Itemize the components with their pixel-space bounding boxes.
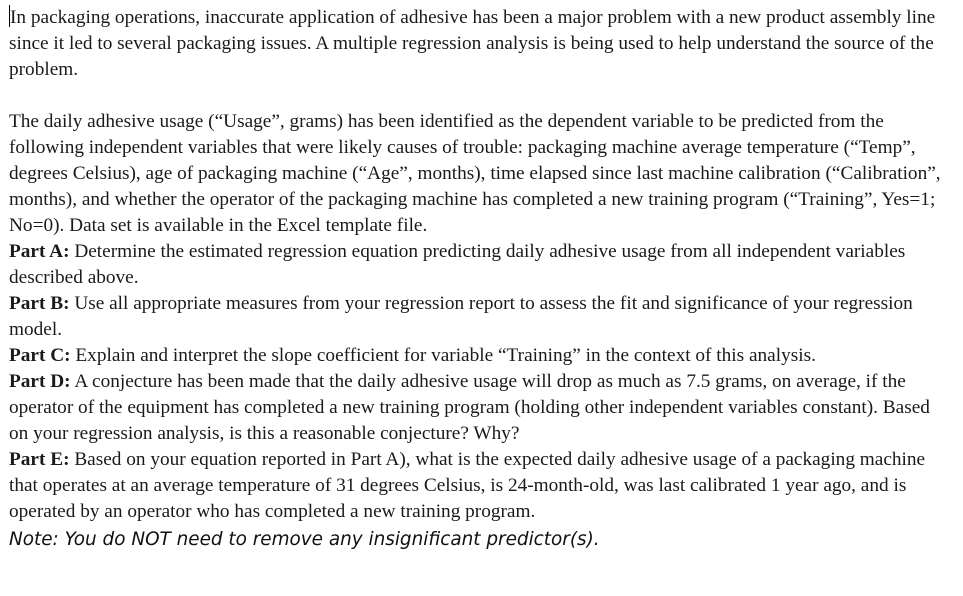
part-d-text: A conjecture has been made that the daily adhesive usage will drop as much as 7.5 grams, on average, if the operator of the equipment has completed a new training program (holding other independent variables constant). Based on your regression analysis, is this a reasonable conjecture? Why? <box>9 371 930 444</box>
part-c <box>9 343 954 369</box>
part-c-text: Explain and interpret the slope coefficient for variable “Training” in the context of this analysis. <box>70 345 816 366</box>
part-d-label: Part D: <box>9 371 71 392</box>
note-text: Note: You do NOT need to remove any insignificant predictor(s). <box>9 529 600 550</box>
part-b-text: Use all appropriate measures from your regression report to assess the fit and significance of your regression model. <box>9 293 913 340</box>
part-c-label: Part C: <box>9 345 71 366</box>
part-b-label: Part B: <box>9 293 70 314</box>
part-a-label: Part A: <box>9 241 70 262</box>
intro-text: In packaging operations, inaccurate application of adhesive has been a major problem with a new product assembly line since it led to several packaging issues. A multiple regression analysis is being used to help understand the source of the problem. <box>9 7 936 80</box>
part-e-text: Based on your equation reported in Part A), what is the expected daily adhesive usage of a packaging machine that operates at an average temperature of 31 degrees Celsius, is 24-month-old, was last calibrated 1 year ago, and is operated by an operator who has completed a new training program. <box>9 449 926 522</box>
part-a-text: Determine the estimated regression equation predicting daily adhesive usage from all independent variables described above. <box>9 241 906 288</box>
document-body <box>9 5 954 553</box>
part-d <box>9 369 954 447</box>
intro-paragraph <box>9 5 954 83</box>
part-e <box>9 447 954 525</box>
part-a <box>9 239 954 291</box>
part-b <box>9 291 954 343</box>
part-e-label: Part E: <box>9 449 70 470</box>
paragraph-spacer <box>9 83 954 109</box>
description-paragraph: The daily adhesive usage (“Usage”, grams) has been identified as the dependent variable to be predicted from the following independent variables that were likely causes of trouble: packaging machine average temperature (“Temp”, degrees Celsius), age of packaging machine (“Age”, months), time elapsed since last machine calibration (“Calibration”, months), and whether the operator of the packaging machine has completed a new training program (“Training”, Yes=1; No=0). Data set is available in the Excel template file. <box>9 111 941 236</box>
